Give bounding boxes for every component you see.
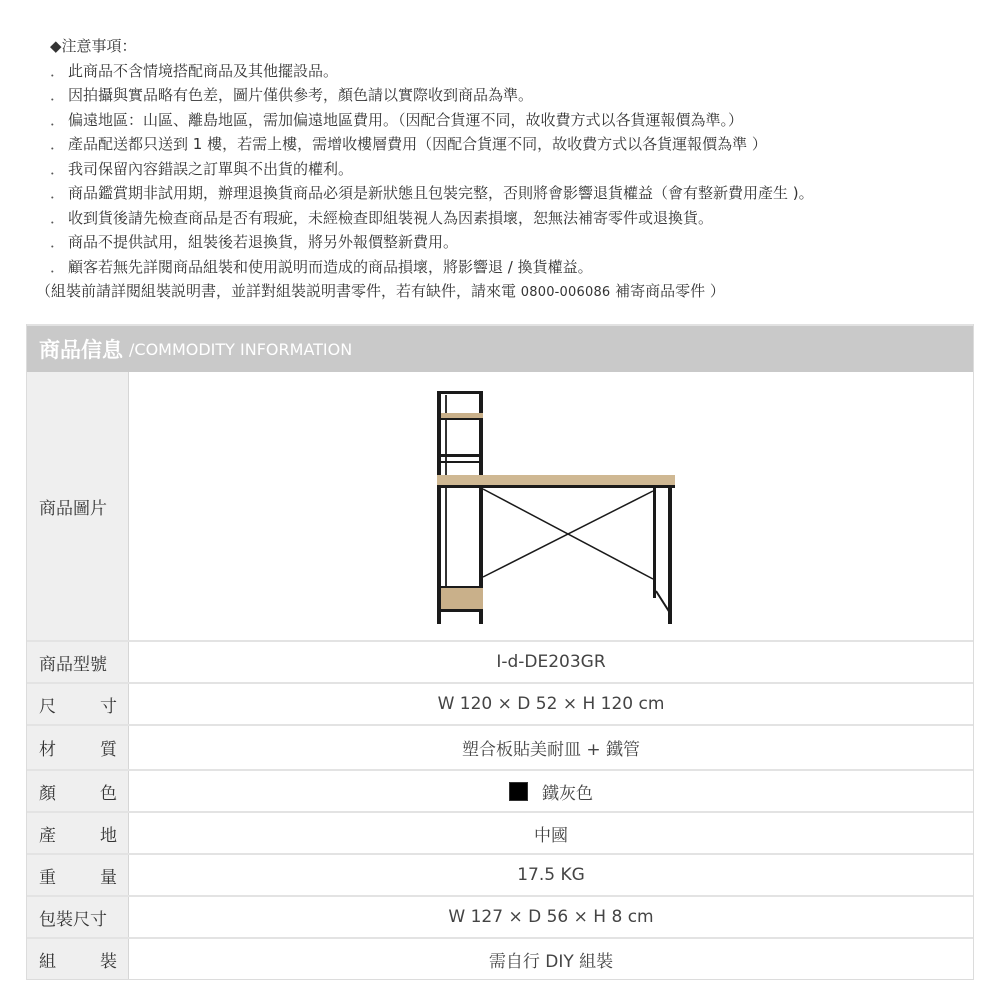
table-row bbox=[27, 895, 973, 937]
row-value: W 127 × D 56 × H 8 cm bbox=[448, 907, 654, 927]
note-item: ． 商品不提供試用，組裝後若退換貨，將另外報價整新費用。 bbox=[36, 230, 986, 255]
table-row bbox=[27, 853, 973, 895]
bullet-icon: ． bbox=[50, 86, 66, 104]
note-item: ． 我司保留內容錯誤之訂單與不出貨的權利。 bbox=[36, 157, 986, 182]
table-title-en: /COMMODITY INFORMATION bbox=[129, 339, 353, 359]
row-label: 顏 色 bbox=[27, 771, 129, 811]
table-row bbox=[27, 640, 973, 682]
bullet-icon: ． bbox=[50, 110, 66, 129]
table-row-image bbox=[27, 372, 973, 640]
table-row bbox=[27, 811, 973, 853]
row-value: W 120 × D 52 × H 120 cm bbox=[437, 694, 665, 714]
bullet-icon: ． bbox=[50, 184, 66, 202]
notes-title: ◆注意事項： bbox=[50, 37, 137, 55]
row-label: 重 量 bbox=[27, 855, 129, 895]
row-label: 尺 寸 bbox=[27, 684, 129, 724]
row-label: 包裝尺寸 bbox=[27, 897, 129, 937]
table-header bbox=[27, 324, 973, 372]
bullet-icon: ． bbox=[50, 233, 66, 251]
note-item: ． 此商品不含情境搭配商品及其他擺設品。 bbox=[36, 59, 986, 84]
product-image bbox=[129, 372, 973, 640]
row-label: 商品型號 bbox=[27, 642, 129, 682]
row-value-diy: 需自行 DIY 組裝 bbox=[488, 951, 614, 972]
bullet-icon: ． bbox=[50, 135, 66, 153]
bullet-icon: ． bbox=[50, 61, 66, 80]
bullet-icon: ． bbox=[50, 208, 66, 227]
desk-illustration-icon bbox=[421, 381, 681, 631]
commodity-info-table bbox=[26, 324, 974, 980]
table-row bbox=[27, 937, 973, 979]
row-label: 組 裝 bbox=[27, 939, 129, 979]
note-item: ． 商品鑑賞期非試用期，辦理退換貨商品必須是新狀態且包裝完整，否則將會影響退貨權益（會有整新費用產生 )。 bbox=[36, 181, 986, 206]
row-value: I-d-DE203GR bbox=[496, 652, 606, 672]
color-swatch bbox=[509, 782, 528, 801]
table-row bbox=[27, 769, 973, 811]
row-label: 商品圖片 bbox=[27, 372, 129, 640]
bullet-icon: ． bbox=[50, 257, 66, 276]
bullet-icon: ． bbox=[50, 159, 66, 178]
row-label: 產 地 bbox=[27, 813, 129, 853]
row-value: 中國 bbox=[534, 825, 568, 846]
note-item: ． 收到貨後請先檢查商品是否有瑕疵，未經檢查即組裝視人為因素損壞，恕無法補寄零件或退換貨。 bbox=[36, 206, 986, 231]
row-value: 鐵灰色 bbox=[129, 771, 973, 811]
row-value: 17.5 KG bbox=[517, 865, 585, 885]
notes-section bbox=[36, 34, 986, 306]
notes-footer: （組裝前請詳閱組裝説明書，並詳對組裝説明書零件，若有缺件，請來電 0800-006086 補寄商品零件 ） bbox=[36, 282, 725, 300]
table-row bbox=[27, 724, 973, 769]
note-item: ． 偏遠地區：山區、離島地區，需加偏遠地區費用。（因配合貨運不同，故收費方式以各貨運報價為準。） bbox=[36, 108, 986, 133]
note-item: ． 產品配送都只送到 1 樓，若需上樓，需增收樓層費用（因配合貨運不同，故收費方式以各貨運報價為準 ） bbox=[36, 132, 986, 157]
table-title-zh: 商品信息 bbox=[39, 338, 123, 362]
table-row bbox=[27, 682, 973, 724]
row-value: 塑合板貼美耐皿 + 鐵管 bbox=[461, 740, 641, 760]
row-label: 材 質 bbox=[27, 726, 129, 769]
phone-number: 0800-006086 bbox=[520, 285, 611, 300]
note-item: ． 顧客若無先詳閱商品組裝和使用説明而造成的商品損壞，將影響退 / 換貨權益。 bbox=[36, 255, 986, 280]
note-item: ． 因拍攝與實品略有色差，圖片僅供參考，顏色請以實際收到商品為準。 bbox=[36, 83, 986, 108]
